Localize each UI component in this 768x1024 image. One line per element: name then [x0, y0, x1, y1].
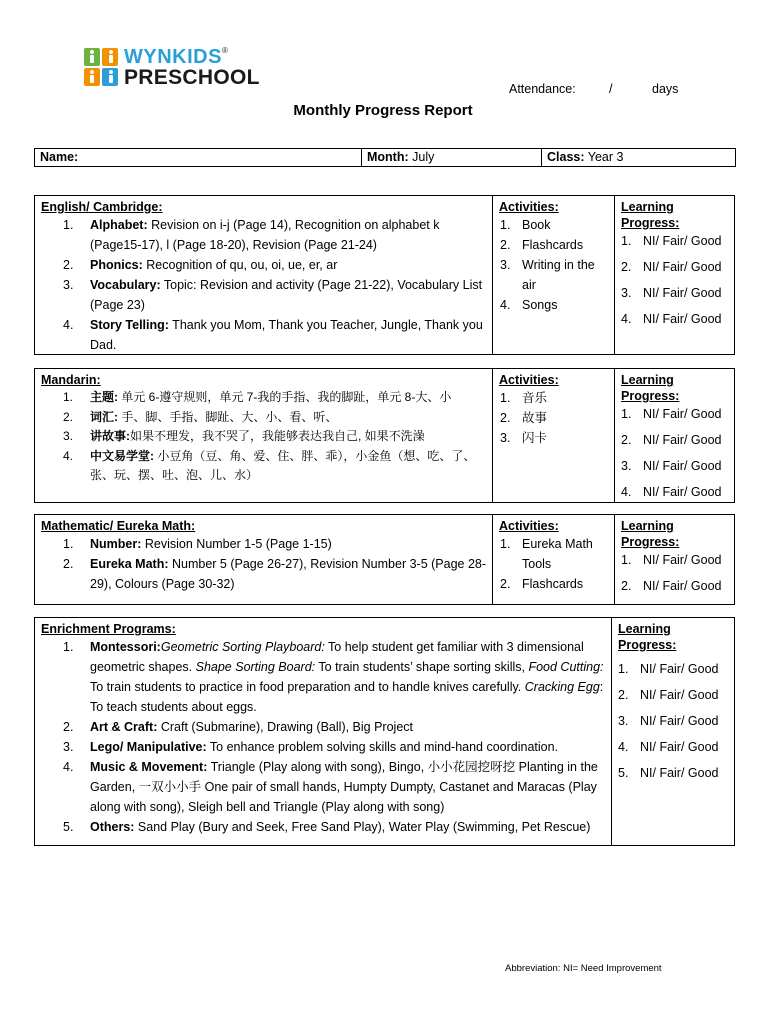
- progress-rating: NI/ Fair/ Good: [643, 433, 722, 447]
- progress-number: 2.: [621, 433, 632, 447]
- list-item: [41, 427, 486, 447]
- enrichment-progress: [611, 618, 734, 845]
- progress-item[interactable]: [618, 708, 728, 734]
- list-item: [41, 215, 486, 255]
- progress-item[interactable]: [621, 306, 728, 332]
- activity-text: Book: [522, 218, 551, 232]
- progress-rating: NI/ Fair/ Good: [640, 714, 719, 728]
- progress-number: 2.: [618, 688, 629, 702]
- progress-item[interactable]: [621, 547, 728, 573]
- progress-item[interactable]: [621, 427, 728, 453]
- enrichment-topics: [41, 637, 605, 837]
- progress-number: 5.: [618, 766, 629, 780]
- list-item: [41, 757, 605, 817]
- activity-number: 1.: [500, 391, 511, 405]
- activity-number: 3.: [500, 431, 511, 445]
- english-content: [35, 196, 492, 354]
- name-cell[interactable]: [35, 149, 362, 166]
- progress-heading: Learning Progress:: [618, 622, 677, 652]
- item-topic: 主题:: [90, 390, 118, 404]
- activity-text: 闪卡: [522, 431, 548, 445]
- progress-rating: NI/ Fair/ Good: [643, 579, 722, 593]
- activity-item: [499, 255, 608, 295]
- report-title: Monthly Progress Report: [293, 102, 473, 119]
- class-cell: [542, 149, 735, 166]
- class-value: Year 3: [584, 150, 624, 164]
- activities-list: [499, 534, 608, 594]
- progress-rating: NI/ Fair/ Good: [643, 312, 722, 326]
- math-section: [34, 514, 735, 605]
- item-number: 4.: [63, 318, 74, 332]
- attendance-separator: /: [609, 82, 613, 96]
- english-progress: [614, 196, 734, 354]
- activities-heading: Activities:: [499, 373, 559, 387]
- attendance-label: Attendance:: [509, 82, 576, 96]
- item-number: 1.: [63, 218, 74, 232]
- item-text: Revision Number 1-5 (Page 1-15): [141, 537, 332, 551]
- activity-number: 4.: [500, 298, 511, 312]
- activities-list: [499, 388, 608, 448]
- item-topic: Alphabet:: [90, 218, 148, 232]
- item-topic: Others:: [90, 820, 135, 834]
- item-text: To train students to practice in food preparation and to handle knives carefully.: [90, 680, 525, 694]
- list-item: [41, 447, 486, 486]
- item-number: 1.: [63, 640, 74, 654]
- item-topic: Lego/ Manipulative:: [90, 740, 207, 754]
- activity-number: 2.: [500, 577, 511, 591]
- item-topic: Vocabulary:: [90, 278, 161, 292]
- progress-number: 1.: [621, 234, 632, 248]
- item-subtopic: Cracking Egg: [524, 680, 600, 694]
- item-subtopic: Shape Sorting Board:: [195, 660, 316, 674]
- progress-item[interactable]: [618, 760, 728, 786]
- class-label: Class:: [547, 150, 585, 164]
- progress-list: [621, 547, 728, 599]
- activity-number: 1.: [500, 218, 511, 232]
- enrichment-content: [35, 618, 611, 845]
- student-info-row: [34, 148, 736, 167]
- item-number: 2.: [63, 557, 74, 571]
- math-activities: [492, 515, 614, 604]
- progress-number: 2.: [621, 260, 632, 274]
- item-topic: Montessori:: [90, 640, 161, 654]
- attendance-unit: days: [652, 82, 679, 96]
- section-heading: Mandarin:: [41, 373, 101, 387]
- abbreviation-note: Abbreviation: NI= Need Improvement: [505, 963, 662, 974]
- progress-list: [621, 401, 728, 505]
- mandarin-content: [35, 369, 492, 502]
- progress-number: 1.: [621, 553, 632, 567]
- month-cell: [362, 149, 542, 166]
- progress-item[interactable]: [621, 228, 728, 254]
- mandarin-activities: [492, 369, 614, 502]
- progress-item[interactable]: [621, 453, 728, 479]
- list-item: [41, 534, 486, 554]
- activity-item: [499, 534, 608, 574]
- progress-item[interactable]: [618, 656, 728, 682]
- progress-number: 3.: [621, 459, 632, 473]
- activity-text: Flashcards: [522, 238, 584, 252]
- math-progress: [614, 515, 734, 604]
- progress-number: 4.: [621, 312, 632, 326]
- item-number: 1.: [63, 537, 74, 551]
- progress-item[interactable]: [621, 401, 728, 427]
- list-item: [41, 737, 605, 757]
- list-item: [41, 817, 605, 837]
- month-value: July: [408, 150, 435, 164]
- activities-list: [499, 215, 608, 315]
- item-text: Triangle (Play along with song), Bingo, 小小花园挖呀挖 Planting in the Garden, 一双小小手 One pair of small hands, Humpty Dumpty, Castanet and Maracas (Play along with song), Sleigh bell and Triangle (Play along with song): [90, 760, 598, 814]
- math-topics: [41, 534, 486, 594]
- logo-wordmark-bottom: PRESCHOOL: [124, 66, 260, 89]
- progress-rating: NI/ Fair/ Good: [643, 260, 722, 274]
- progress-rating: NI/ Fair/ Good: [643, 234, 722, 248]
- item-number: 5.: [63, 820, 74, 834]
- item-topic: Art & Craft:: [90, 720, 158, 734]
- progress-number: 3.: [621, 286, 632, 300]
- name-label: Name:: [40, 150, 79, 164]
- activity-number: 2.: [500, 238, 511, 252]
- progress-number: 4.: [621, 485, 632, 499]
- activity-item: [499, 235, 608, 255]
- activity-item: [499, 574, 608, 594]
- item-number: 2.: [63, 409, 74, 424]
- list-item: [41, 255, 486, 275]
- month-label: Month:: [367, 150, 409, 164]
- progress-rating: NI/ Fair/ Good: [640, 688, 719, 702]
- progress-heading: Learning Progress:: [621, 200, 680, 230]
- list-item: [41, 554, 486, 594]
- progress-rating: NI/ Fair/ Good: [643, 407, 722, 421]
- english-activities: [492, 196, 614, 354]
- activity-number: 3.: [500, 258, 511, 272]
- item-text: To enhance problem solving skills and mind-hand coordination.: [206, 740, 559, 754]
- list-item: [41, 408, 486, 428]
- activity-text: Songs: [522, 298, 558, 312]
- progress-number: 1.: [618, 662, 629, 676]
- item-number: 3.: [63, 278, 74, 292]
- item-text: Recognition of qu, ou, oi, ue, er, ar: [142, 258, 338, 272]
- item-text: Craft (Submarine), Drawing (Ball), Big Project: [157, 720, 413, 734]
- progress-number: 3.: [618, 714, 629, 728]
- item-text: Number 5 (Page 26-27), Revision Number 3-5 (Page 28-29), Colours (Page 30-32): [90, 557, 487, 591]
- list-item: [41, 637, 605, 717]
- activity-text: Writing in the air: [522, 258, 595, 292]
- activity-number: 2.: [500, 411, 511, 425]
- progress-rating: NI/ Fair/ Good: [643, 286, 722, 300]
- progress-item[interactable]: [618, 734, 728, 760]
- english-topics: [41, 215, 486, 355]
- section-heading: Mathematic/ Eureka Math:: [41, 519, 196, 533]
- logo-tiles-icon: [84, 48, 120, 88]
- activity-item: [499, 428, 608, 448]
- progress-number: 1.: [621, 407, 632, 421]
- logo-wordmark-top: WYNKIDS®: [124, 46, 229, 68]
- progress-rating: NI/ Fair/ Good: [640, 662, 719, 676]
- activity-text: Eureka Math Tools: [522, 537, 593, 571]
- progress-item[interactable]: [621, 280, 728, 306]
- progress-heading: Learning Progress:: [621, 519, 680, 549]
- progress-item[interactable]: [621, 479, 728, 505]
- item-text: To train students’ shape sorting skills,: [315, 660, 529, 674]
- progress-list: [618, 656, 728, 786]
- item-topic: Phonics:: [90, 258, 143, 272]
- activity-text: Flashcards: [522, 577, 584, 591]
- item-subtopic: Food Cutting:: [528, 660, 604, 674]
- activity-text: 故事: [522, 411, 548, 425]
- progress-list: [621, 228, 728, 332]
- activities-heading: Activities:: [499, 519, 559, 533]
- mandarin-progress: [614, 369, 734, 502]
- progress-rating: NI/ Fair/ Good: [643, 459, 722, 473]
- activities-heading: Activities:: [499, 200, 559, 214]
- item-topic: Eureka Math:: [90, 557, 169, 571]
- item-number: 2.: [63, 258, 74, 272]
- item-subtopic: Geometric Sorting Playboard:: [160, 640, 325, 654]
- enrichment-section: [34, 617, 735, 846]
- progress-item[interactable]: [621, 573, 728, 599]
- item-number: 2.: [63, 720, 74, 734]
- item-topic: Story Telling:: [90, 318, 169, 332]
- item-text: 手、脚、手指、脚趾、大、小、看、听、: [118, 409, 338, 424]
- item-text: Sand Play (Bury and Seek, Free Sand Play), Water Play (Swimming, Pet Rescue): [134, 820, 591, 834]
- item-text: 如果不理发，我不哭了，我能够表达我自己, 如果不洗澡: [130, 429, 425, 444]
- math-content: [35, 515, 492, 604]
- item-number: 3.: [63, 740, 74, 754]
- item-text: 单元 6-遵守规则，单元 7-我的手指、我的脚趾，单元 8-大、小: [118, 390, 452, 404]
- item-number: 1.: [63, 390, 74, 404]
- list-item: [41, 717, 605, 737]
- activity-text: 音乐: [522, 391, 548, 405]
- activity-number: 1.: [500, 537, 511, 551]
- mandarin-topics: [41, 388, 486, 486]
- progress-rating: NI/ Fair/ Good: [640, 740, 719, 754]
- item-number: 3.: [63, 429, 74, 444]
- section-heading: English/ Cambridge:: [41, 200, 163, 214]
- progress-heading: Learning Progress:: [621, 373, 680, 403]
- progress-number: 2.: [621, 579, 632, 593]
- item-topic: 词汇:: [90, 409, 118, 424]
- item-text: To help student get familiar with 3 dimensional geometric shapes.: [90, 640, 584, 674]
- item-text: Topic: Revision and activity (Page 21-22), Vocabulary List (Page 23): [90, 278, 483, 312]
- progress-item[interactable]: [621, 254, 728, 280]
- activity-item: [499, 295, 608, 315]
- item-number: 4.: [63, 760, 74, 774]
- section-heading: Enrichment Programs:: [41, 622, 176, 636]
- progress-item[interactable]: [618, 682, 728, 708]
- item-topic: 中文易学堂:: [90, 448, 154, 463]
- item-number: 4.: [63, 448, 74, 463]
- item-topic: Music & Movement:: [90, 760, 208, 774]
- progress-number: 4.: [618, 740, 629, 754]
- list-item: [41, 315, 486, 355]
- item-topic: Number:: [90, 537, 142, 551]
- activity-item: [499, 388, 608, 408]
- mandarin-section: [34, 368, 735, 503]
- progress-rating: NI/ Fair/ Good: [643, 485, 722, 499]
- item-text: Revision on i-j (Page 14), Recognition on alphabet k (Page15-17), l (Page 18-20), Revision (Page 21-24): [90, 218, 440, 252]
- english-section: [34, 195, 735, 355]
- item-text: : To teach students about eggs.: [90, 680, 604, 714]
- item-text: Thank you Mom, Thank you Teacher, Jungle, Thank you Dad.: [90, 318, 483, 352]
- progress-rating: NI/ Fair/ Good: [643, 553, 722, 567]
- activity-item: [499, 408, 608, 428]
- activity-item: [499, 215, 608, 235]
- item-topic: 讲故事:: [90, 429, 130, 444]
- list-item: [41, 388, 486, 408]
- progress-rating: NI/ Fair/ Good: [640, 766, 719, 780]
- item-text: 小豆角（豆、角、爱、住、胖、乖），小金鱼（想、吃、了、张、玩、摆、吐、泡、儿、水）: [90, 448, 476, 483]
- school-logo: [84, 46, 260, 92]
- list-item: [41, 275, 486, 315]
